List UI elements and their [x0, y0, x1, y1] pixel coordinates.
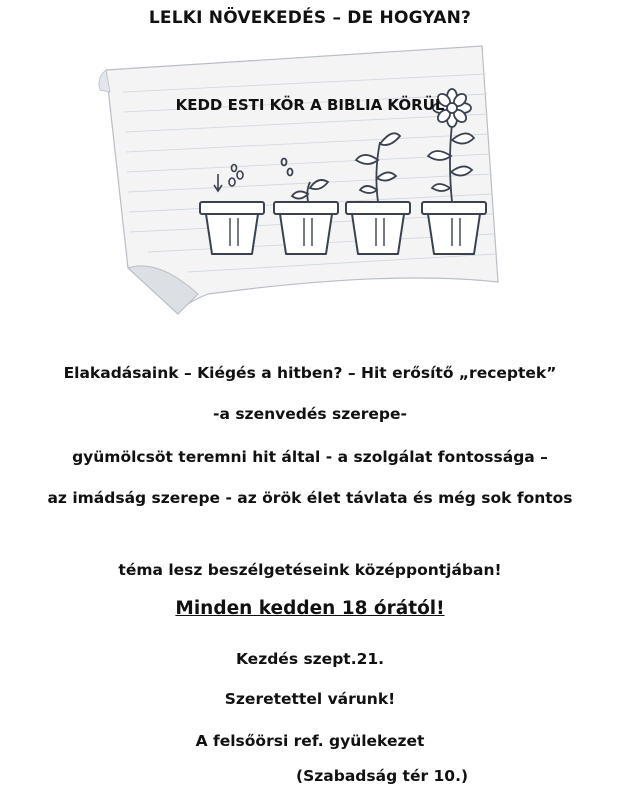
congregation-name: A felsőörsi ref. gyülekezet [195, 732, 425, 750]
topics-line-5: téma lesz beszélgetéseink középpontjában! [118, 561, 502, 579]
welcome-text: Szeretettel várunk! [224, 690, 396, 708]
schedule-highlight: Minden kedden 18 órától! [175, 598, 445, 619]
plant-growth-illustration [88, 32, 508, 332]
paper-sheet-icon [99, 46, 498, 314]
page-title: LELKI NÖVEKEDÉS – DE HOGYAN? [148, 8, 472, 28]
topics-line-3: gyümölcsöt teremni hit által - a szolgálat fontossága – [72, 448, 548, 466]
topics-line-1: Elakadásaink – Kiégés a hitben? – Hit erősítő „receptek” [63, 364, 557, 382]
topics-line-2: -a szenvedés szerepe- [213, 405, 407, 423]
start-date: Kezdés szept.21. [235, 650, 385, 668]
page-subtitle: KEDD ESTI KÖR A BIBLIA KÖRÜL [175, 96, 445, 114]
address: (Szabadság tér 10.) [296, 767, 469, 785]
topics-line-4: az imádság szerepe - az örök élet távlata és még sok fontos [47, 489, 573, 507]
